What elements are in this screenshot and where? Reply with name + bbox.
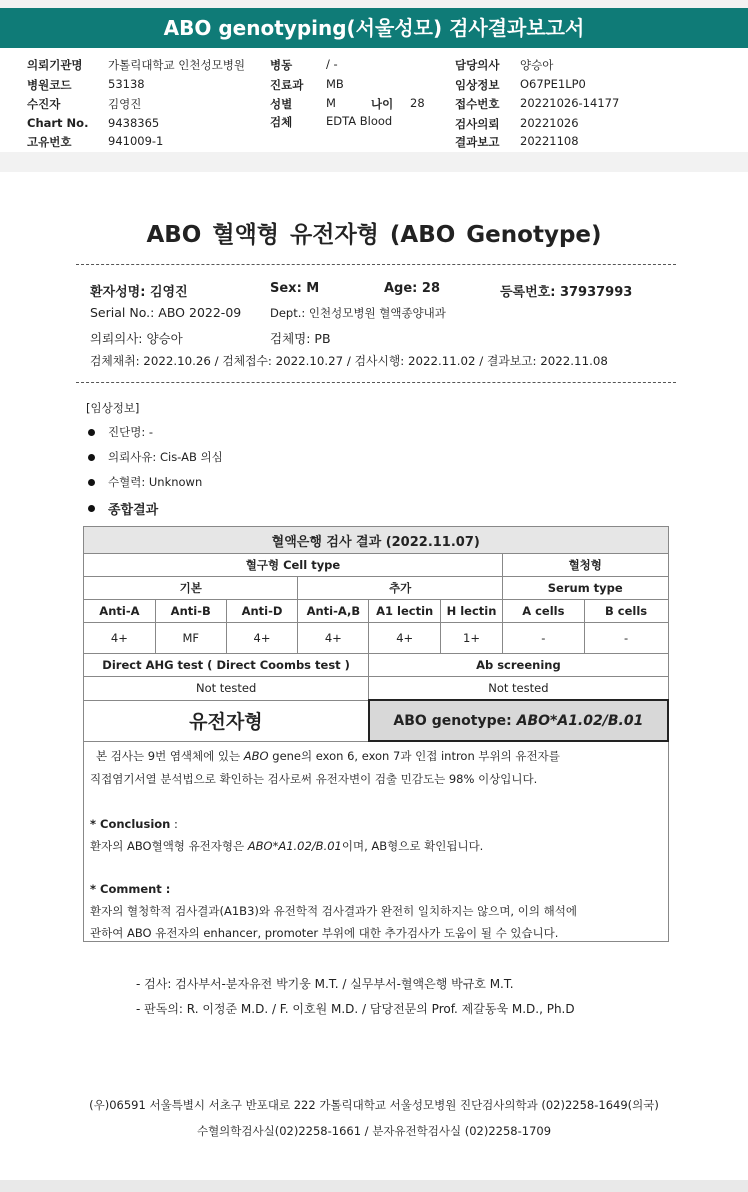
ward-value: / - xyxy=(326,57,338,71)
conclusion-heading xyxy=(90,817,178,831)
serum-type-header: Serum type xyxy=(502,577,668,600)
dat-value: Not tested xyxy=(84,677,369,701)
bullet-icon xyxy=(88,479,95,486)
tester-signature: - 검사: 검사부서-분자유전 박기웅 M.T. / 실무부서-혈액은행 박규호 M.T. xyxy=(136,977,514,991)
patient-value: 김영진 xyxy=(108,97,142,111)
header-h-lectin: H lectin xyxy=(441,600,503,623)
ward-label: 병동 xyxy=(270,58,293,72)
comment-line-1: 환자의 혈청학적 검사결과(A1B3)와 유전학적 검사결과가 완전히 일치하지는 않으며, 이의 해석에 xyxy=(90,904,577,918)
method-line-1 xyxy=(96,748,560,764)
specimen-label: 검체 xyxy=(270,115,293,129)
table-title: 혈액은행 검사 결과 (2022.11.07) xyxy=(84,527,669,554)
header-anti-d: Anti-D xyxy=(226,600,298,623)
conclusion-part: 이며, AB형으로 확인됩니다. xyxy=(341,839,484,853)
sex-label: 성별 xyxy=(270,97,293,111)
header-b-cells: B cells xyxy=(584,600,668,623)
code-value: 53138 xyxy=(108,77,145,91)
receipt-value: 20221026-14177 xyxy=(520,96,620,110)
bottom-band xyxy=(0,1180,748,1192)
diagnosis: 진단명: - xyxy=(108,425,154,439)
receipt-label: 접수번호 xyxy=(455,97,500,111)
footer-address: (우)06591 서울특별시 서초구 반포대로 222 가톨릭대학교 서울성모병원 진단검사의학과 (02)2258-1649(의국) xyxy=(89,1098,659,1112)
dept-label: 진료과 xyxy=(270,78,304,92)
requesting-doctor: 의뢰의사: 양승아 xyxy=(90,331,183,346)
conclusion-text xyxy=(90,838,483,854)
summary-heading: 종합결과 xyxy=(108,503,159,518)
genotype-value: ABO*A1.02/B.01 xyxy=(516,712,644,729)
interpretation-box xyxy=(83,742,669,942)
clinical-value: O67PE1LP0 xyxy=(520,77,586,91)
dashed-divider-bottom xyxy=(76,382,676,383)
basic-header: 기본 xyxy=(84,577,298,600)
report-date-label: 결과보고 xyxy=(455,135,500,149)
value-a1-lectin: 4+ xyxy=(369,623,441,654)
bullet-icon xyxy=(88,454,95,461)
conclusion-genotype: ABO*A1.02/B.01 xyxy=(247,839,342,853)
specimen-value: EDTA Blood xyxy=(326,114,393,128)
department: Dept.: 인천성모병원 혈액종양내과 xyxy=(270,306,446,320)
sex-value: M xyxy=(326,96,336,110)
dept-value: MB xyxy=(326,77,344,91)
bullet-icon xyxy=(88,429,95,436)
serial-number: Serial No.: ABO 2022-09 xyxy=(90,305,242,320)
doctor-value: 양승아 xyxy=(520,58,554,72)
code-label: 병원코드 xyxy=(27,78,72,92)
chart-value: 9438365 xyxy=(108,116,160,130)
ab-screening-label: Ab screening xyxy=(369,654,668,677)
patient-label: 수진자 xyxy=(27,97,61,111)
extra-header: 추가 xyxy=(298,577,503,600)
request-header xyxy=(0,48,748,152)
method-text: 본 검사는 9번 염색체에 있는 xyxy=(96,749,244,763)
blood-bank-result-table xyxy=(83,526,669,742)
genotype-label: 유전자형 xyxy=(84,700,369,741)
conclusion-part: 환자의 ABO혈액형 유전자형은 xyxy=(90,839,248,853)
patient-sex: Sex: M xyxy=(270,281,320,296)
patient-name: 환자성명: 김영진 xyxy=(90,285,188,300)
conclusion-label: * Conclusion xyxy=(90,817,171,831)
report-sheet xyxy=(0,172,748,1180)
transfusion-history: 수혈력: Unknown xyxy=(108,475,203,489)
comment-line-2: 관하여 ABO 유전자의 enhancer, promoter 부위에 대한 추가검사가 도움이 될 수 있습니다. xyxy=(90,926,559,940)
uid-label: 고유번호 xyxy=(27,135,72,149)
report-date-value: 20221108 xyxy=(520,134,579,148)
ab-screening-value: Not tested xyxy=(369,677,668,701)
doctor-label: 담당의사 xyxy=(455,58,500,72)
header-anti-ab: Anti-A,B xyxy=(298,600,369,623)
uid-value: 941009-1 xyxy=(108,134,164,148)
age-value: 28 xyxy=(410,96,425,110)
process-dates: 검체채취: 2022.10.26 / 검체접수: 2022.10.27 / 검사시행: 2022.11.02 / 결과보고: 2022.11.08 xyxy=(90,354,608,368)
request-reason: 의뢰사유: Cis-AB 의심 xyxy=(108,450,223,464)
registration-number: 등록번호: 37937993 xyxy=(500,285,633,300)
specimen-name: 검체명: PB xyxy=(270,331,331,346)
header-a1-lectin: A1 lectin xyxy=(369,600,441,623)
header-a-cells: A cells xyxy=(502,600,584,623)
genotype-result xyxy=(369,700,668,741)
bullet-icon xyxy=(88,505,95,512)
chart-label: Chart No. xyxy=(27,116,89,130)
clinical-info-header: [임상정보] xyxy=(86,401,140,415)
method-line-2: 직접염기서열 분석법으로 확인하는 검사로써 유전자변이 검출 민감도는 98% 이상입니다. xyxy=(90,772,538,786)
dashed-divider-top xyxy=(76,264,676,265)
serum-ko-header: 혈청형 xyxy=(502,554,668,577)
separator-band xyxy=(0,152,748,172)
reader-signature: - 판독의: R. 이정준 M.D. / F. 이호원 M.D. / 담당전문의 Prof. 제갈동욱 M.D., Ph.D xyxy=(136,1002,575,1016)
dat-label: Direct AHG test ( Direct Coombs test ) xyxy=(84,654,369,677)
report-title: ABO 혈액형 유전자형 (ABO Genotype) xyxy=(146,222,602,248)
request-value: 20221026 xyxy=(520,116,579,130)
method-text: gene의 exon 6, exon 7과 인접 intron 부위의 유전자를 xyxy=(268,749,560,763)
hospital-label: 의뢰기관명 xyxy=(27,58,83,72)
clinical-label: 임상정보 xyxy=(455,78,500,92)
value-anti-b: MF xyxy=(155,623,226,654)
value-anti-ab: 4+ xyxy=(298,623,369,654)
comment-heading: * Comment : xyxy=(90,882,171,896)
patient-age: Age: 28 xyxy=(384,281,440,296)
gene-name: ABO xyxy=(243,749,269,763)
header-anti-b: Anti-B xyxy=(155,600,226,623)
footer-phones: 수혈의학검사실(02)2258-1661 / 분자유전학검사실 (02)2258-1709 xyxy=(196,1124,552,1138)
request-label: 검사의뢰 xyxy=(455,117,500,131)
header-anti-a: Anti-A xyxy=(84,600,156,623)
conclusion-colon: : xyxy=(170,817,178,831)
hospital-value: 가톨릭대학교 인천성모병원 xyxy=(108,58,245,72)
value-a-cells: - xyxy=(502,623,584,654)
value-anti-d: 4+ xyxy=(226,623,298,654)
genotype-prefix: ABO genotype: xyxy=(393,712,517,729)
value-anti-a: 4+ xyxy=(84,623,156,654)
cell-type-header: 혈구형 Cell type xyxy=(84,554,503,577)
value-h-lectin: 1+ xyxy=(441,623,503,654)
age-label: 나이 xyxy=(371,97,394,111)
value-b-cells: - xyxy=(584,623,668,654)
report-banner: ABO genotyping(서울성모) 검사결과보고서 xyxy=(0,8,748,48)
